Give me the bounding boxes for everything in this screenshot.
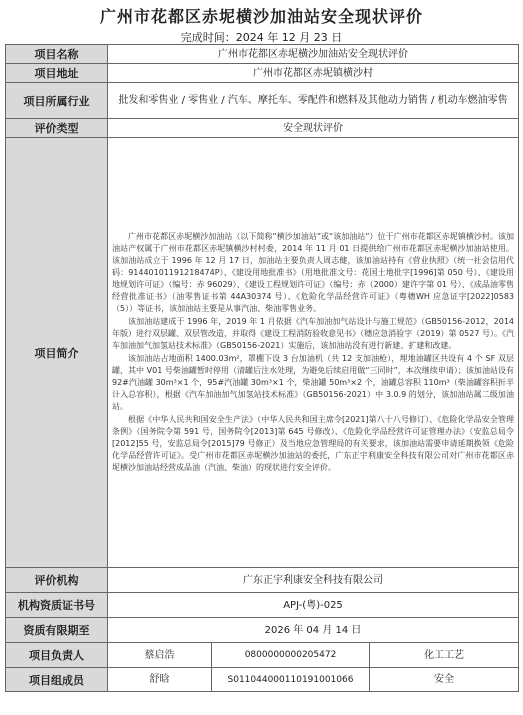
row-leader (6, 643, 519, 668)
intro-paragraph: 根据《中华人民共和国安全生产法》（中华人民共和国主席令[2021]第八十八号修订）、《危险化学品安全管理条例》（国务院令第 591 号，国务院令[2013]第 645 号修改）、《危险化学品经营许可证管理办法》（安监总局令[2012]55 号，安监总局令[2015]79 号修正）及当地应急管理局的有关要求，该加油站需要申请延期换领《危险化学品经营许可证》。受广州市花都区赤坭横沙加油站的委托，广东正宇利康安全科技有限公司对广州市花都区赤坭横沙加油站经营成品油（汽油、柴油）的现状进行安全评价。 (112, 414, 515, 472)
intro-label: 项目简介 (6, 138, 108, 568)
project-address-value: 广州市花都区赤坭镇横沙村 (108, 64, 519, 83)
member-cert: S011044000110191001066 (212, 668, 370, 692)
completion-label: 完成时间： (180, 31, 236, 44)
report-title: 广州市花都区赤坭横沙加油站安全现状评价 (99, 7, 423, 26)
project-address-label: 项目地址 (6, 64, 108, 83)
validity-label: 资质有限期至 (6, 618, 108, 643)
row-project-address (6, 64, 519, 83)
project-name-value: 广州市花都区赤坭横沙加油站安全现状评价 (108, 45, 519, 64)
intro-paragraph: 该加油站建成于 1996 年，2019 年 1 月依据《汽车加油加气站设计与施工规范》（GB50156-2012，2014 年版）进行双层罐、双层管改造，并取得《建设工程消防验收意见书》（穗应急消验字（2019）第 0527 号）。《汽车加油加气加氢站技术标准》（GB50156-2021）实施后，该加油站没有进行新建、扩建和改建。 (112, 316, 515, 350)
row-validity (6, 618, 519, 643)
row-project-name (6, 45, 519, 64)
leader-cert: 0800000000205472 (212, 643, 370, 668)
row-agency (6, 568, 519, 593)
cert-no-label: 机构资质证书号 (6, 593, 108, 618)
validity-value: 2026 年 04 月 14 日 (108, 618, 519, 643)
members-label: 项目组成员 (6, 668, 108, 692)
industry-label: 项目所属行业 (6, 83, 108, 119)
completion-date-line (0, 29, 523, 45)
intro-text (108, 138, 519, 568)
member-name: 舒晗 (108, 668, 212, 692)
eval-type-label: 评价类型 (6, 119, 108, 138)
project-name-label: 项目名称 (6, 45, 108, 64)
eval-type-value: 安全现状评价 (108, 119, 519, 138)
intro-paragraph: 该加油站占地面积 1400.03m²，罩棚下设 3 台加油机（共 12 支加油枪），埋地油罐区共设有 4 个 SF 双层罐，其中 V01 号柴油罐暂时停用（清罐后注水处理，为避免后续启用做“三同时”，本次继续申请）；该加油站设有 92#汽油罐 30m³×1 个，95#汽油罐 30m³×1 个，柴油罐 50m³×2 个，油罐总容积 110m³（柴油罐容积折半计入总容积），根据《汽车加油加气加氢站技术标准》（GB50156-2021）中 3.0.9 的划分，该加油站属二级加油站。 (112, 353, 515, 411)
leader-label: 项目负责人 (6, 643, 108, 668)
evaluation-info-table (5, 44, 519, 692)
leader-name: 蔡启浩 (108, 643, 212, 668)
completion-date: 2024 年 12 月 23 日 (235, 31, 343, 44)
agency-label: 评价机构 (6, 568, 108, 593)
intro-paragraph: 广州市花都区赤坭横沙加油站（以下简称“横沙加油站”或“该加油站”）位于广州市花都区赤坭镇横沙村。该加油站产权属于广州市花都区赤坭镇横沙村村委，2014 年 11 月 01 日提供给广州市花都区赤坭横沙加油站使用。该加油站成立于 1996 年 12 月 17 日，加油站主要负责人周志健，该加油站持有《营业执照》（统一社会信用代码：91440101191218474P）、《建设用地批准书》（用地批准文号：花国土地批字[1996]第 050 号）、《建设用地规划许可证》（编号：赤 96029）、《建设工程规划许可证》（编号：赤（2000）建许字第 01 号）、《成品油零售经营批准证书》（油零售证书第 44A30374 号）、《危险化学品经营许可证》（粤穗WH 应急证字[2022]0583（5））等证书，该加油站主要是从事汽油、柴油零售业务。 (112, 231, 515, 313)
agency-value: 广东正宇利康安全科技有限公司 (108, 568, 519, 593)
industry-value: 批发和零售业 / 零售业 / 汽车、摩托车、零配件和燃料及其他动力销售 / 机动车燃油零售 (108, 83, 519, 119)
row-intro (6, 138, 519, 568)
row-members (6, 668, 519, 692)
row-cert-no (6, 593, 519, 618)
member-specialty: 安全 (370, 668, 519, 692)
leader-specialty: 化工工艺 (370, 643, 519, 668)
cert-no-value: APJ-(粤)-025 (108, 593, 519, 618)
row-eval-type (6, 119, 519, 138)
row-industry (6, 83, 519, 119)
